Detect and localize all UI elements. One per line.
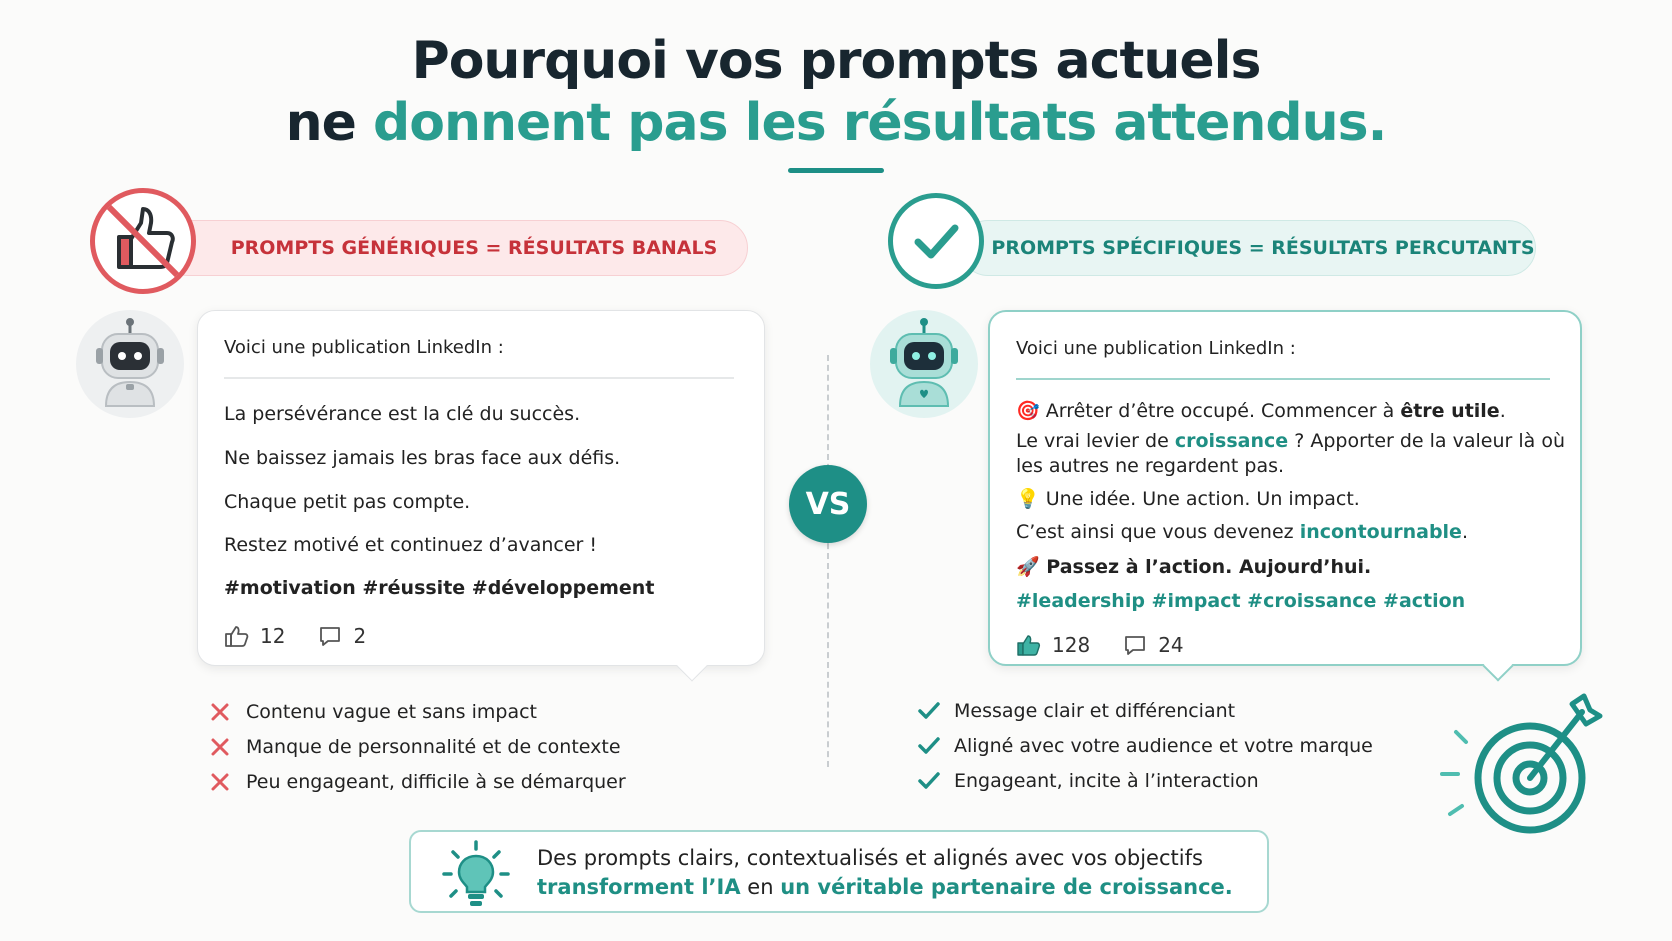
list-item <box>918 728 1373 763</box>
post-line <box>1016 521 1468 543</box>
rocket-emoji-icon: 🚀 <box>1016 556 1040 578</box>
post-line: Ne baissez jamais les bras face aux défis. <box>224 447 621 469</box>
specific-benefits-list <box>918 693 1373 798</box>
cross-icon <box>210 702 246 722</box>
check-icon <box>918 701 954 721</box>
specific-post-card <box>988 310 1582 666</box>
generic-post-card <box>197 310 765 666</box>
list-item <box>918 693 1373 728</box>
like-count: 12 <box>260 624 286 648</box>
post-line: Chaque petit pas compte. <box>224 491 471 513</box>
footer-callout <box>409 830 1269 913</box>
post-emphasis: être utile <box>1400 400 1500 422</box>
footer-highlight: transforment l’IA <box>537 875 741 899</box>
post-text: ? Apporter de la valeur là où <box>1288 430 1565 452</box>
generic-drawbacks-list <box>210 694 626 799</box>
post-line <box>1016 399 1506 422</box>
post-hashtags: #leadership #impact #croissance #action <box>1016 590 1466 612</box>
list-item-label: Manque de personnalité et de contexte <box>246 735 621 758</box>
center-divider <box>827 355 829 767</box>
card-header: Voici une publication LinkedIn : <box>224 337 504 358</box>
generic-prompts-banner: PROMPTS GÉNÉRIQUES = RÉSULTATS BANALS <box>160 220 748 276</box>
target-arrow-icon <box>1432 690 1612 840</box>
card-divider <box>1016 378 1550 380</box>
thumbs-up-crossed-icon <box>90 188 196 294</box>
footer-text: en <box>740 875 781 899</box>
title-underline <box>788 168 884 173</box>
comment-count: 2 <box>353 624 367 648</box>
footer-line-1: Des prompts clairs, contextualisés et alignés avec vos objectifs <box>537 846 1203 870</box>
comment-count: 24 <box>1158 633 1184 657</box>
list-item <box>210 694 626 729</box>
list-item-label: Peu engageant, difficile à se démarquer <box>246 770 626 793</box>
target-emoji-icon: 🎯 <box>1016 400 1040 422</box>
card-divider <box>224 377 734 379</box>
vs-badge: VS <box>789 465 867 543</box>
post-highlight: croissance <box>1174 430 1289 452</box>
card-tail <box>676 650 707 681</box>
check-icon <box>918 771 954 791</box>
post-text: Une idée. Une action. Un impact. <box>1045 488 1360 510</box>
list-item <box>210 729 626 764</box>
robot-grey-icon <box>76 310 184 418</box>
post-text: . <box>1499 400 1506 422</box>
list-item-label: Contenu vague et sans impact <box>246 700 538 723</box>
like-count: 128 <box>1052 633 1091 657</box>
card-header: Voici une publication LinkedIn : <box>1016 338 1296 359</box>
post-line <box>1016 430 1565 452</box>
title-line-2 <box>0 92 1672 154</box>
page-title <box>0 30 1672 154</box>
like-icon[interactable] <box>224 623 250 649</box>
comment-icon[interactable] <box>317 623 343 649</box>
cross-icon <box>210 772 246 792</box>
post-stats <box>224 623 388 649</box>
post-text: . <box>1461 521 1468 543</box>
card-tail <box>1482 650 1513 681</box>
post-highlight: incontournable <box>1299 521 1462 543</box>
footer-line-2 <box>537 875 1233 899</box>
post-text: Le vrai levier de <box>1016 430 1175 452</box>
post-stats <box>1016 632 1206 658</box>
comment-icon[interactable] <box>1122 632 1148 658</box>
title-line-2-teal: donnent pas les résultats attendus. <box>373 93 1387 153</box>
post-line <box>1016 555 1371 578</box>
list-item <box>210 764 626 799</box>
title-line-1: Pourquoi vos prompts actuels <box>411 31 1261 91</box>
robot-teal-icon <box>870 310 978 418</box>
footer-highlight: un véritable partenaire de croissance. <box>780 875 1233 899</box>
cross-icon <box>210 737 246 757</box>
title-line-2-dark: ne <box>285 93 374 153</box>
checkmark-icon <box>888 193 984 289</box>
post-text: Passez à l’action. Aujourd’hui. <box>1046 556 1372 578</box>
post-text: C’est ainsi que vous devenez <box>1016 521 1300 543</box>
post-text: Arrêter d’être occupé. Commencer à <box>1045 400 1401 422</box>
list-item <box>918 763 1373 798</box>
post-line: La persévérance est la clé du succès. <box>224 403 581 425</box>
post-line <box>1016 487 1360 510</box>
specific-prompts-banner: PROMPTS SPÉCIFIQUES = RÉSULTATS PERCUTANTS <box>960 220 1536 276</box>
post-line: Restez motivé et continuez d’avancer ! <box>224 534 598 556</box>
lightbulb-emoji-icon: 💡 <box>1016 488 1040 510</box>
list-item-label: Aligné avec votre audience et votre marque <box>954 734 1373 757</box>
list-item-label: Engageant, incite à l’interaction <box>954 769 1259 792</box>
lightbulb-icon <box>441 840 511 910</box>
list-item-label: Message clair et différenciant <box>954 699 1236 722</box>
check-icon <box>918 736 954 756</box>
like-icon[interactable] <box>1016 632 1042 658</box>
post-hashtags: #motivation #réussite #développement <box>224 577 655 599</box>
post-line: les autres ne regardent pas. <box>1016 455 1285 477</box>
